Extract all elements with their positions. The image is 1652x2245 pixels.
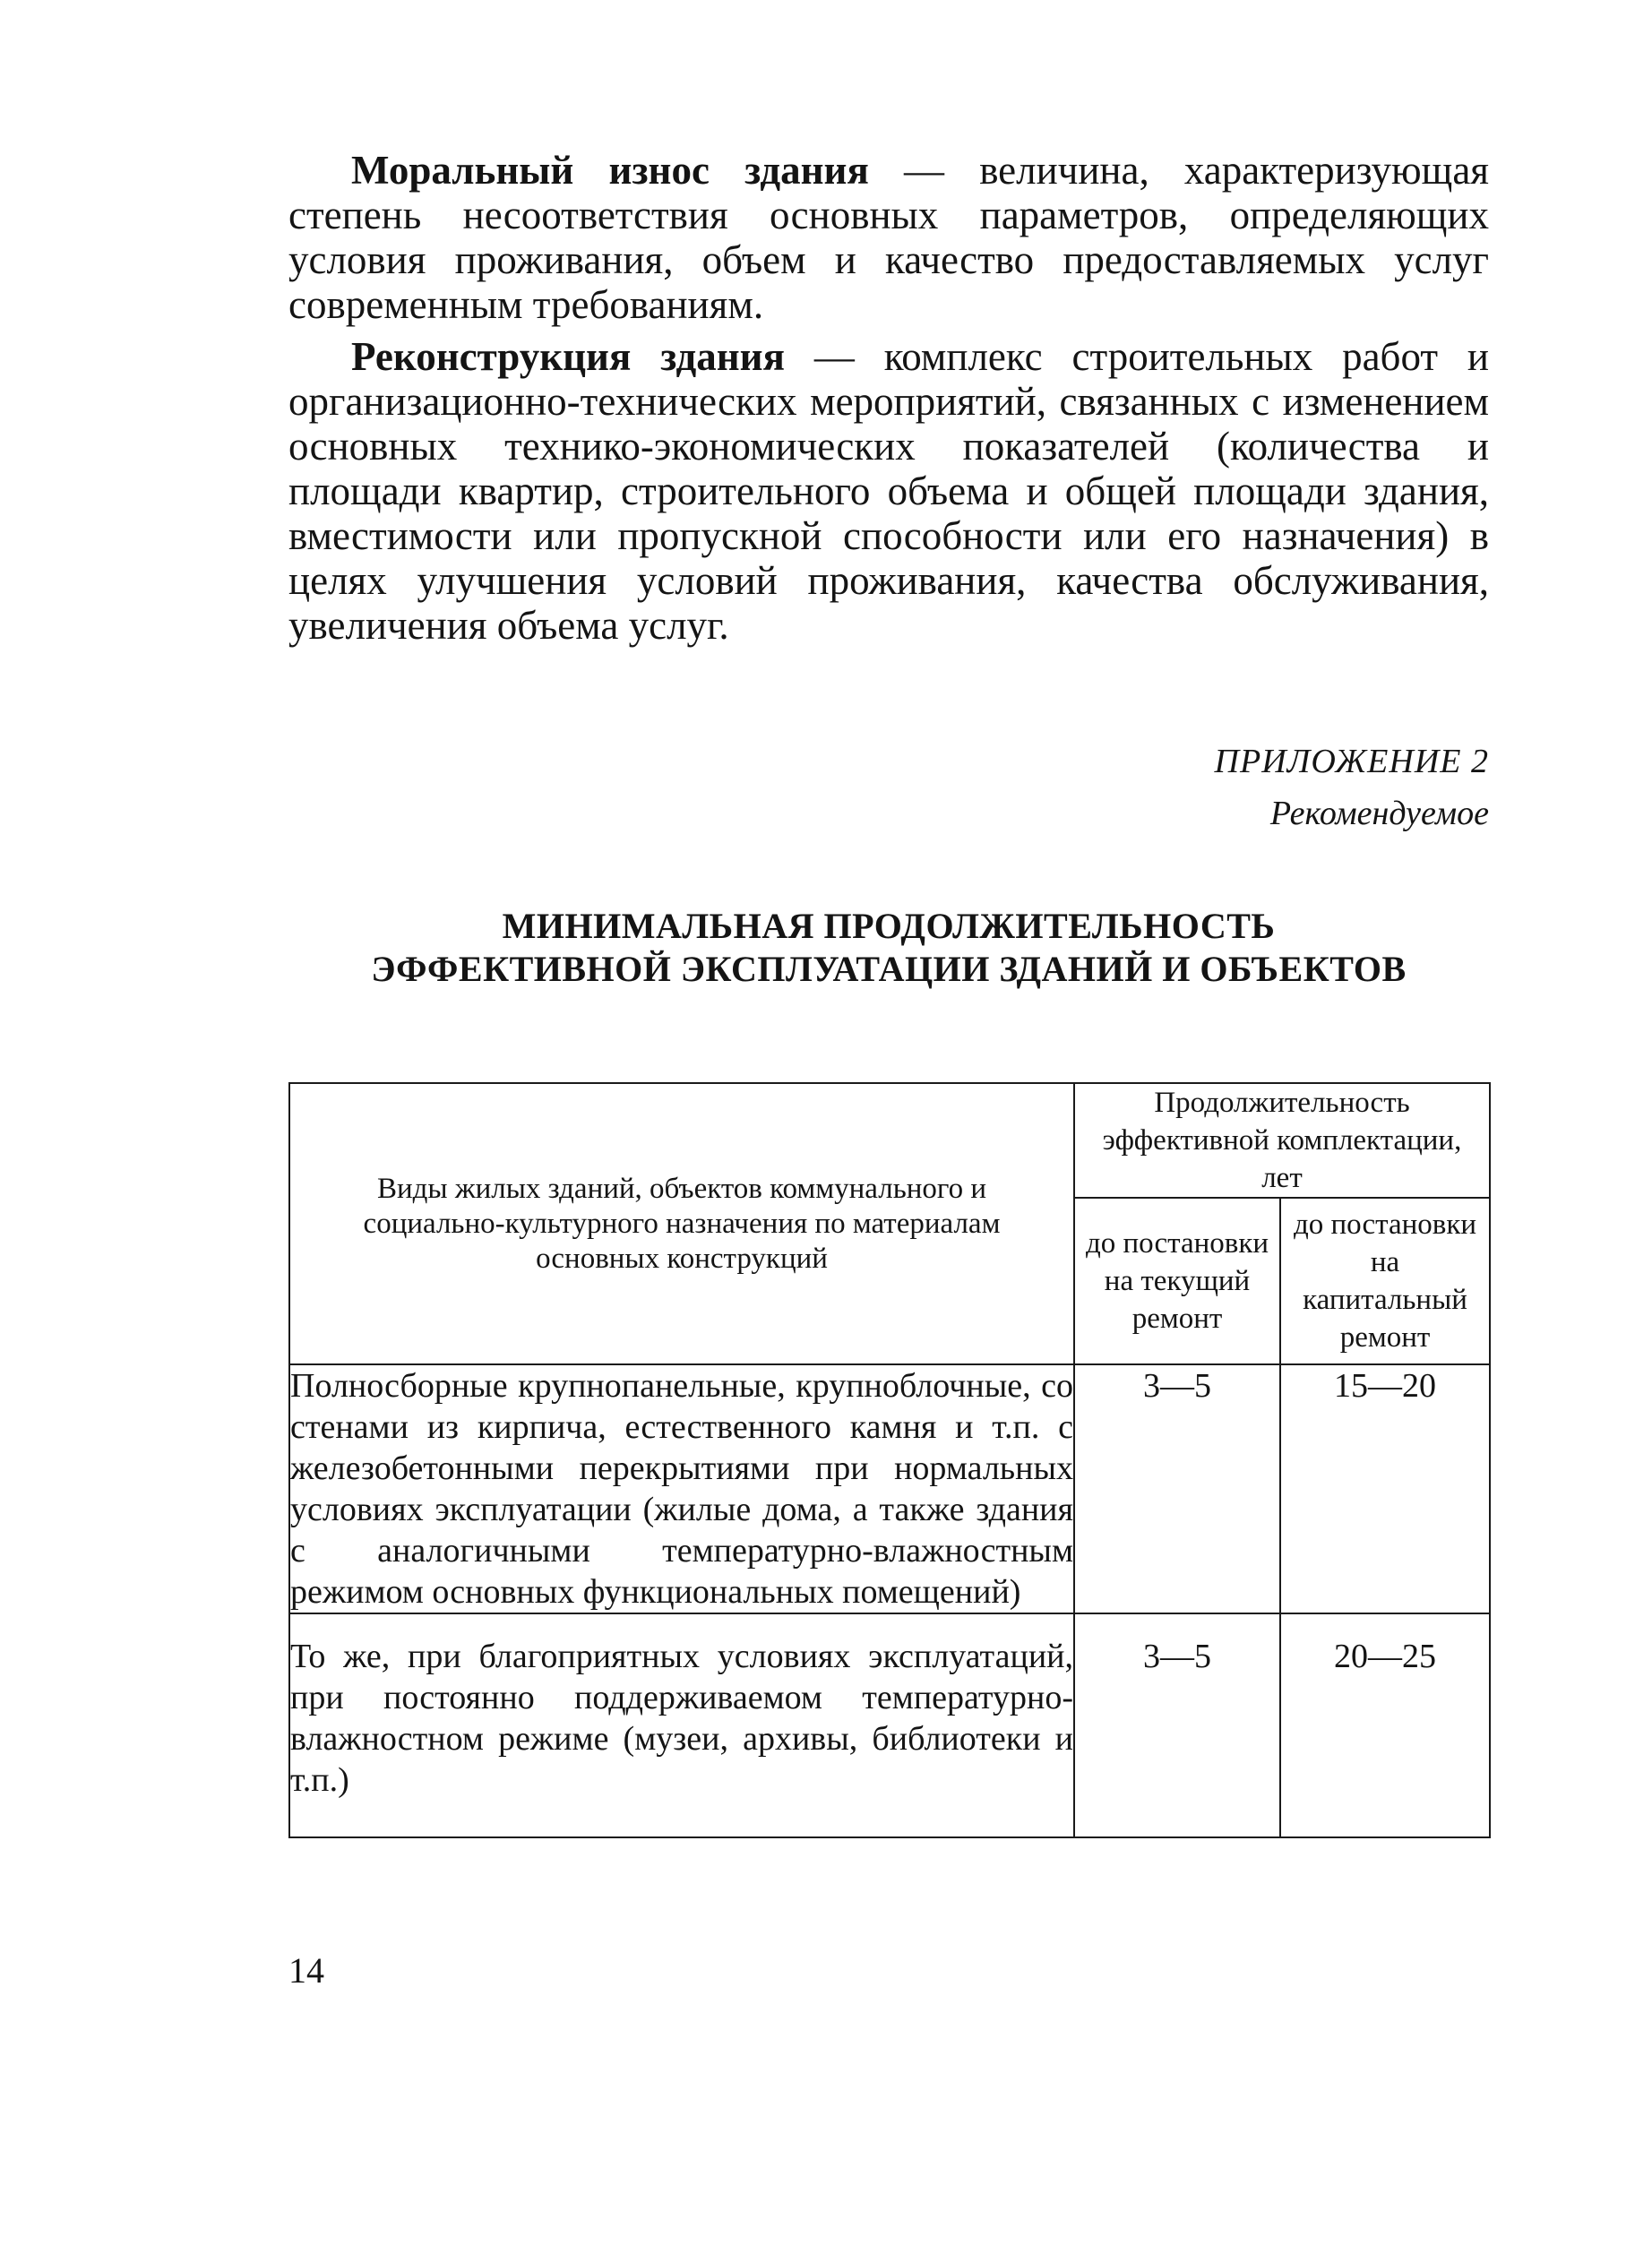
definition-term: Реконструкция здания [351, 334, 785, 379]
appendix-label: ПРИЛОЖЕНИЕ 2 [1214, 743, 1489, 780]
header-current-repair-label: до постановки на текущий ремонт [1085, 1227, 1269, 1335]
definition-text: — комплекс строительных работ и организационно-технических мероприятий, связанных с изменением основных технико-экономических показателей (количества и площади квартир, строительного объема и общей площади здания, вместимости или пропускной способности или его назначения) в целях улучшения условий проживания, качества обслуживания, увеличения объема услуг. [288, 334, 1489, 648]
table-row [289, 1613, 1490, 1837]
definition-text: — величина, характеризующая степень несоответствия основных параметров, определяющих условия проживания, объем и качество предоставляемых услуг современным требованиям. [288, 148, 1489, 327]
header-current-repair [1074, 1198, 1280, 1364]
row-capital-repair: 20—25 [1280, 1613, 1490, 1837]
table-title-line-2: ЭФФЕКТИВНОЙ ЭКСПЛУАТАЦИИ ЗДАНИЙ И ОБЪЕКТОВ [371, 949, 1407, 989]
row-current-repair: 3—5 [1074, 1364, 1280, 1613]
appendix-status: Рекомендуемое [1269, 795, 1489, 832]
row-description: Полносборные крупнопанельные, крупноблочные, со стенами из кирпича, естественного камня и т.п. с железобетонными перекрытиями при нормальных условиях эксплуатации (жилые дома, а также здания с аналогичными температурно-влажностным режимом основных функциональных помещений) [289, 1364, 1074, 1613]
definition-term: Моральный износ здания [351, 148, 869, 193]
table-title-line-1: МИНИМАЛЬНАЯ ПРОДОЛЖИТЕЛЬНОСТЬ [502, 906, 1276, 946]
definitions-section [288, 148, 1489, 648]
table-title [288, 905, 1489, 991]
page-number: 14 [288, 1950, 324, 1991]
definition-reconstruction [288, 334, 1489, 648]
row-current-repair: 3—5 [1074, 1613, 1280, 1837]
header-building-types [289, 1083, 1074, 1364]
header-capital-repair [1280, 1198, 1490, 1364]
header-duration-group [1074, 1083, 1490, 1198]
header-capital-repair-label: до постановки на капитальный ремонт [1293, 1209, 1477, 1354]
header-duration-group-label: Продолжительность эффективной комплектации, лет [1102, 1087, 1462, 1194]
row-description: То же, при благоприятных условиях эксплуатаций, при постоянно поддерживаемом температурно-влажностном режиме (музеи, архивы, библиотеки и т.п.) [289, 1613, 1074, 1837]
service-life-table [288, 1082, 1491, 1838]
table-row [289, 1364, 1490, 1613]
header-building-types-label: Виды жилых зданий, объектов коммунального и социально-культурного назначения по материалам основных конструкций [363, 1172, 1001, 1275]
definition-moral-wear [288, 148, 1489, 327]
row-capital-repair: 15—20 [1280, 1364, 1490, 1613]
